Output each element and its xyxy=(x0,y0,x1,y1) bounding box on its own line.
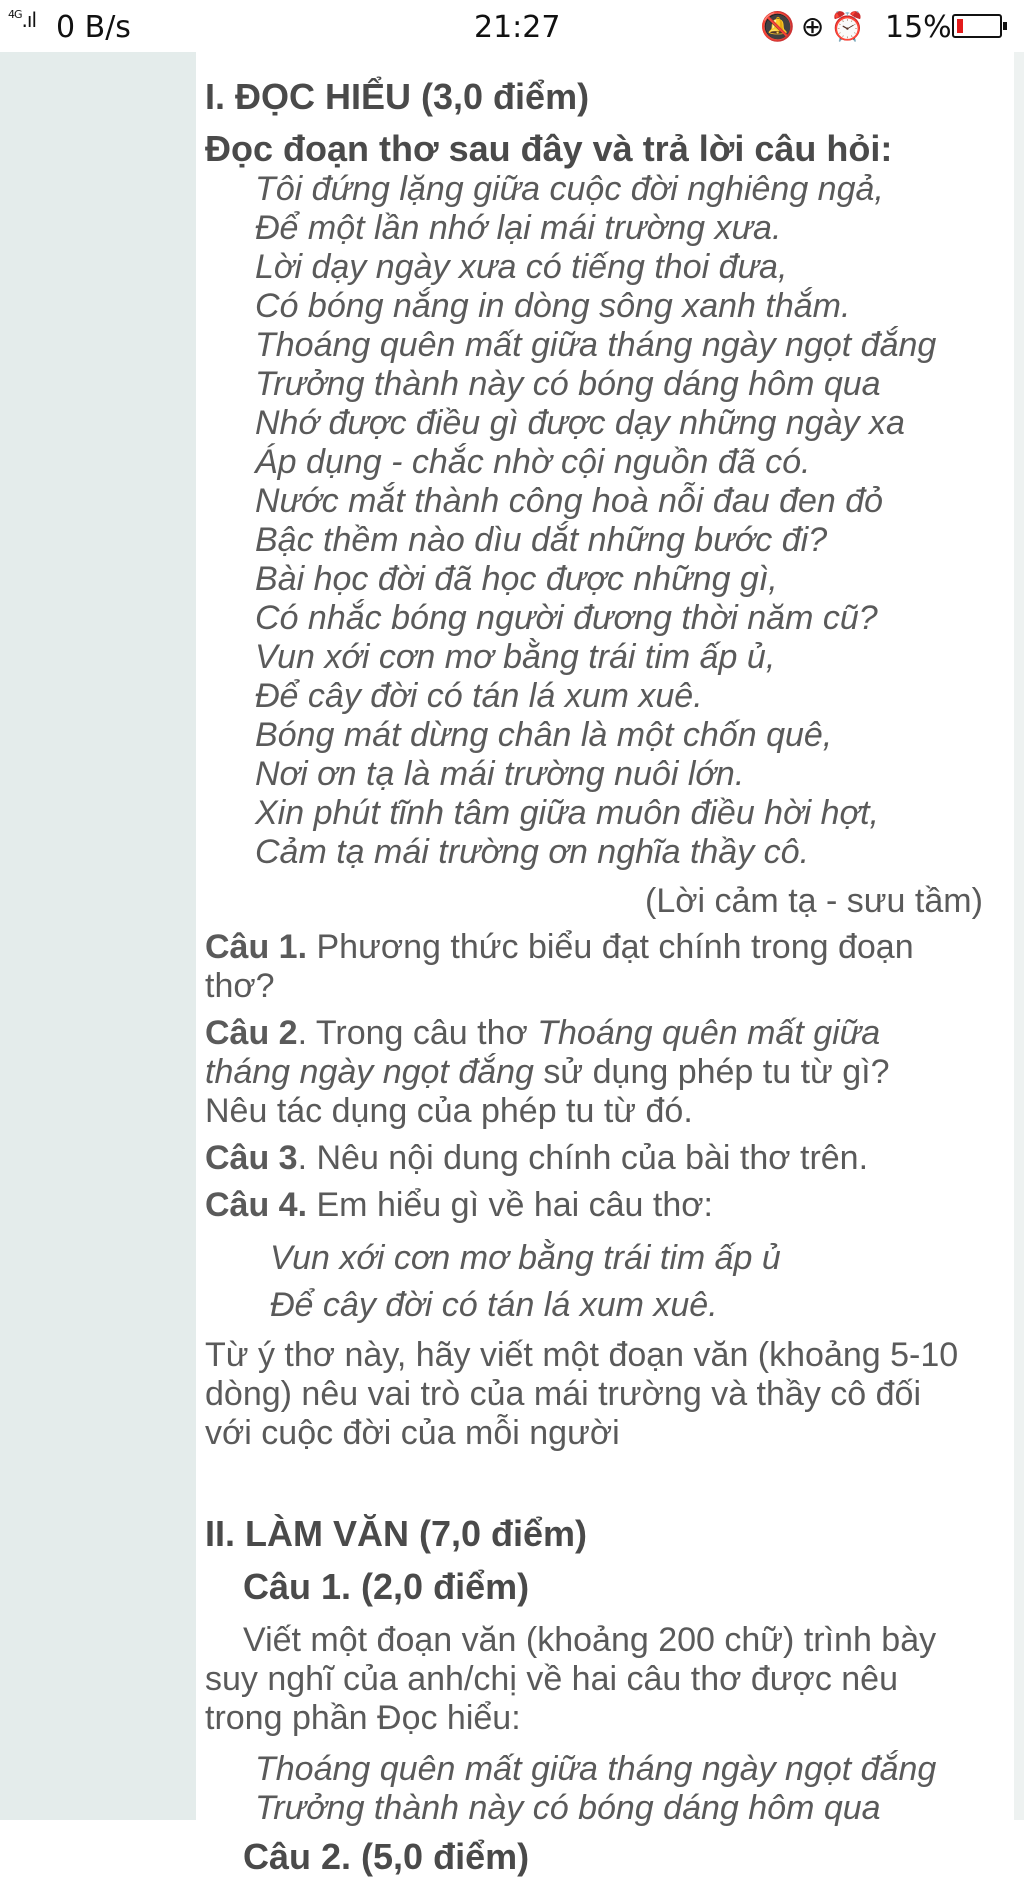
paragraph-line: Viết một đoạn văn (khoảng 200 chữ) trình bày xyxy=(243,1621,937,1659)
signal-icon: $^{4G}$.ıl xyxy=(8,8,37,32)
quote-line: Để cây đời có tán lá xum xuê. xyxy=(270,1286,718,1324)
status-bar xyxy=(0,0,1024,52)
section1-title: I. ĐỌC HIỂU (3,0 điểm) xyxy=(205,76,590,117)
poem-line: Bậc thềm nào dìu dắt những bước đi? xyxy=(255,521,828,559)
rotation-lock-icon: ⊕ xyxy=(800,10,831,43)
question-1: Câu 1. Phương thức biểu đạt chính trong đoạn xyxy=(205,928,914,966)
question-2: Câu 2. Trong câu thơ Thoáng quên mất giữa xyxy=(205,1014,881,1052)
question-label: Câu 1. xyxy=(205,928,308,966)
poem-line: Có nhắc bóng người đương thời năm cũ? xyxy=(255,599,878,637)
poem-line: Có bóng nắng in dòng sông xanh thắm. xyxy=(255,287,851,325)
paragraph-line: với cuộc đời của mỗi người xyxy=(205,1414,620,1452)
poem-line: Tôi đứng lặng giữa cuộc đời nghiêng ngả, xyxy=(255,170,884,208)
question-3: Câu 3. Nêu nội dung chính của bài thơ trên. xyxy=(205,1139,869,1177)
poem-line: Vun xới cơn mơ bằng trái tim ấp ủ, xyxy=(255,638,776,676)
poem-source: (Lời cảm tạ - sưu tầm) xyxy=(645,882,983,920)
paragraph-line: dòng) nêu vai trò của mái trường và thầy cô đối xyxy=(205,1375,921,1413)
poem-line: Để một lần nhớ lại mái trường xưa. xyxy=(255,209,782,247)
section2-title: II. LÀM VĂN (7,0 điểm) xyxy=(205,1513,588,1554)
question-2-cont: tháng ngày ngọt đắng sử dụng phép tu từ gì? xyxy=(205,1053,890,1091)
poem-line: Trưởng thành này có bóng dáng hôm qua xyxy=(255,365,881,403)
question-label: Câu 3 xyxy=(205,1139,298,1177)
poem-line: Bài học đời đã học được những gì, xyxy=(255,560,778,598)
quote-line: Vun xới cơn mơ bằng trái tim ấp ủ xyxy=(270,1239,781,1277)
right-edge xyxy=(1014,52,1024,1820)
battery-icon xyxy=(952,14,1002,38)
poem-line: Để cây đời có tán lá xum xuê. xyxy=(255,677,703,715)
question-1-cont: thơ? xyxy=(205,967,275,1005)
paragraph-line: Từ ý thơ này, hãy viết một đoạn văn (khoảng 5-10 xyxy=(205,1336,959,1374)
poem-line: Áp dụng - chắc nhờ cội nguồn đã có. xyxy=(255,443,811,481)
poem-line: Thoáng quên mất giữa tháng ngày ngọt đắng xyxy=(255,326,937,364)
question-4: Câu 4. Em hiểu gì về hai câu thơ: xyxy=(205,1186,714,1224)
quote-line: Thoáng quên mất giữa tháng ngày ngọt đắng xyxy=(255,1750,937,1788)
poem-line: Xin phút tĩnh tâm giữa muôn điều hời hợt, xyxy=(255,794,880,832)
poem-line: Bóng mát dừng chân là một chốn quê, xyxy=(255,716,833,754)
clock: 21:27 xyxy=(474,10,561,45)
question-2-cont: Nêu tác dụng của phép tu từ đó. xyxy=(205,1092,693,1130)
alarm-icon: ⏰ xyxy=(830,10,872,43)
poem-line: Nhớ được điều gì được dạy những ngày xa xyxy=(255,404,905,442)
poem-line: Nước mắt thành công hoà nỗi đau đen đỏ xyxy=(255,482,884,520)
battery-percent: 15% xyxy=(885,10,952,45)
poem-line: Nơi ơn tạ là mái trường nuôi lớn. xyxy=(255,755,745,793)
question-label: Câu 2 xyxy=(205,1014,298,1052)
poem-line: Lời dạy ngày xưa có tiếng thoi đưa, xyxy=(255,248,788,286)
question-label: Câu 4. xyxy=(205,1186,308,1224)
left-gutter xyxy=(0,52,196,1820)
paragraph-line: suy nghĩ của anh/chị về hai câu thơ được nêu xyxy=(205,1660,898,1698)
s2-question2-title: Câu 2. (5,0 điểm) xyxy=(243,1836,530,1877)
silent-bell-icon: 🔕 xyxy=(760,10,801,43)
net-speed: 0 B/s xyxy=(56,10,131,45)
poem-line: Cảm tạ mái trường ơn nghĩa thầy cô. xyxy=(255,833,810,871)
quote-line: Trưởng thành này có bóng dáng hôm qua xyxy=(255,1789,881,1827)
paragraph-line: trong phần Đọc hiểu: xyxy=(205,1699,521,1737)
instruction: Đọc đoạn thơ sau đây và trả lời câu hỏi: xyxy=(205,128,893,169)
s2-question1-title: Câu 1. (2,0 điểm) xyxy=(243,1566,530,1607)
